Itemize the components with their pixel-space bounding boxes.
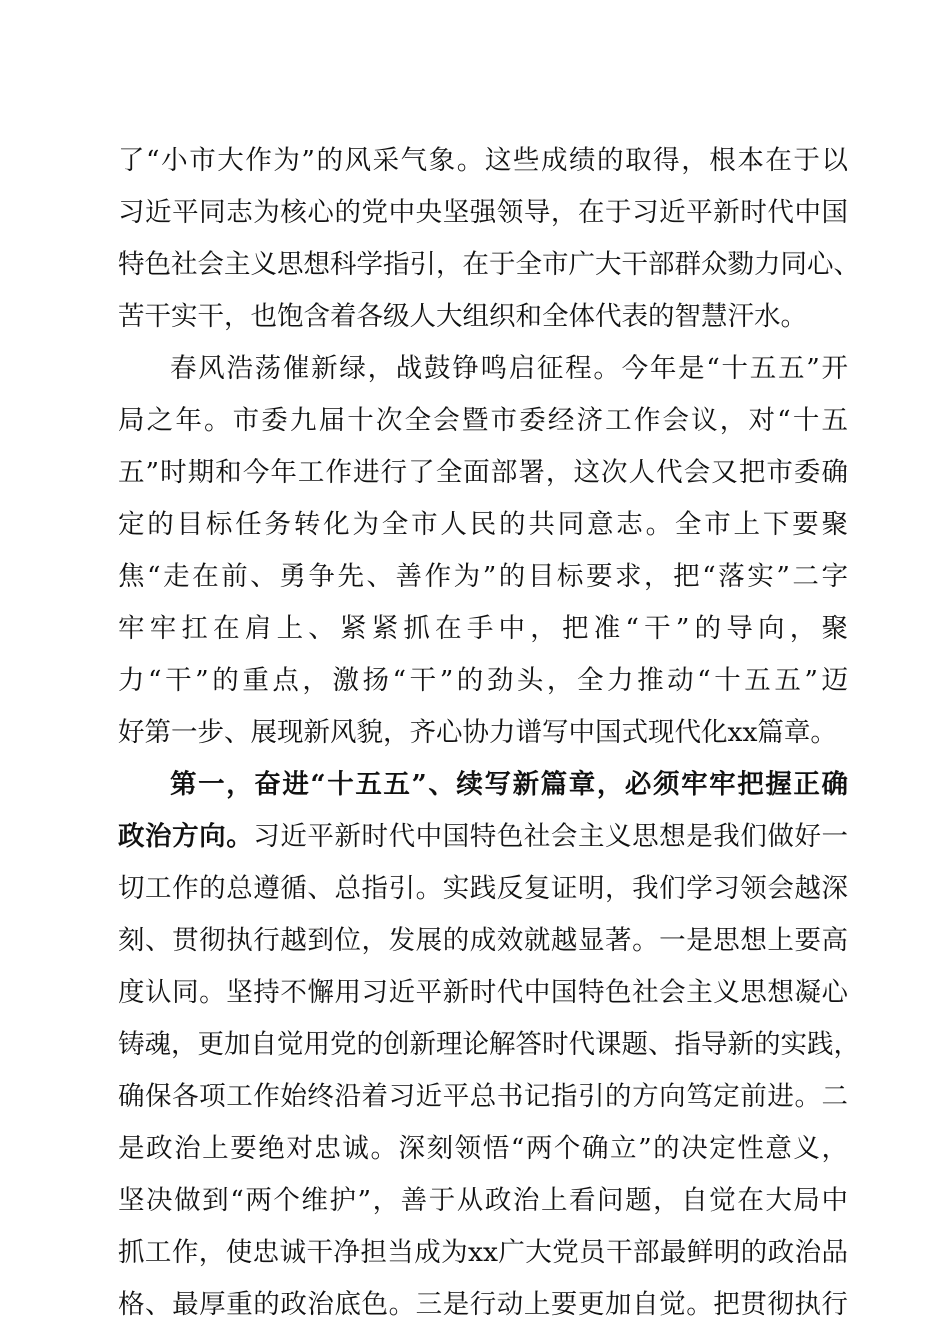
paragraph-3-line-8: 是政治上要绝对忠诚。深刻领悟“两个确立”的决定性意义， [118,1133,848,1164]
paragraph-3-line-10: 抓工作，使忠诚干净担当成为xx广大党员干部最鲜明的政治品 [118,1237,848,1268]
paragraph-3-line-6: 铸魂，更加自觉用党的创新理论解答时代课题、指导新的实践， [118,1029,860,1060]
paragraph-3-line-5: 度认同。坚持不懈用习近平新时代中国特色社会主义思想凝心 [118,977,848,1008]
paragraph-2-line-2: 局之年。市委九届十次全会暨市委经济工作会议，对“十五 [118,405,848,436]
paragraph-1-line-2: 习近平同志为核心的党中央坚强领导，在于习近平新时代中国 [118,197,848,228]
paragraph-3-line-7: 确保各项工作始终沿着习近平总书记指引的方向笃定前进。二 [118,1081,848,1112]
paragraph-2-line-4: 定的目标任务转化为全市人民的共同意志。全市上下要聚 [118,509,848,540]
section-heading-line-1: 第一，奋进“十五五”、续写新篇章，必须牢牢把握正确 [170,769,848,800]
paragraph-2-line-5: 焦“走在前、勇争先、善作为”的目标要求，把“落实”二字 [118,561,848,592]
section-heading-line-2: 政治方向。 [118,821,254,852]
paragraph-2-line-6: 牢牢扛在肩上、紧紧抓在手中，把准“干”的导向，聚 [118,613,848,644]
paragraph-3-line-4: 刻、贯彻执行越到位，发展的成效就越显著。一是思想上要高 [118,925,848,956]
paragraph-3-line-3: 切工作的总遵循、总指引。实践反复证明，我们学习领会越深 [118,873,848,904]
paragraph-2-line-8: 好第一步、展现新风貌，齐心协力谱写中国式现代化xx篇章。 [118,717,837,748]
paragraph-3-line-2-text: 习近平新时代中国特色社会主义思想是我们做好一 [253,821,849,852]
paragraph-2-line-7: 力“干”的重点，激扬“干”的劲头，全力推动“十五五”迈 [118,665,848,696]
paragraph-2-line-1: 春风浩荡催新绿，战鼓铮鸣启征程。今年是“十五五”开 [170,353,848,384]
paragraph-1-line-4: 苦干实干，也饱含着各级人大组织和全体代表的智慧汗水。 [118,301,807,332]
paragraph-3-line-11: 格、最厚重的政治底色。三是行动上要更加自觉。把贯彻执行 [118,1289,848,1320]
paragraph-1-line-1: 了“小市大作为”的风采气象。这些成绩的取得，根本在于以 [118,145,848,176]
paragraph-3-line-9: 坚决做到“两个维护”，善于从政治上看问题，自觉在大局中 [118,1185,848,1216]
paragraph-1-line-3: 特色社会主义思想科学指引，在于全市广大干部群众勠力同心、 [118,249,860,280]
paragraph-3-line-2 [118,817,848,857]
paragraph-2-line-3: 五”时期和今年工作进行了全面部署，这次人代会又把市委确 [118,457,848,488]
